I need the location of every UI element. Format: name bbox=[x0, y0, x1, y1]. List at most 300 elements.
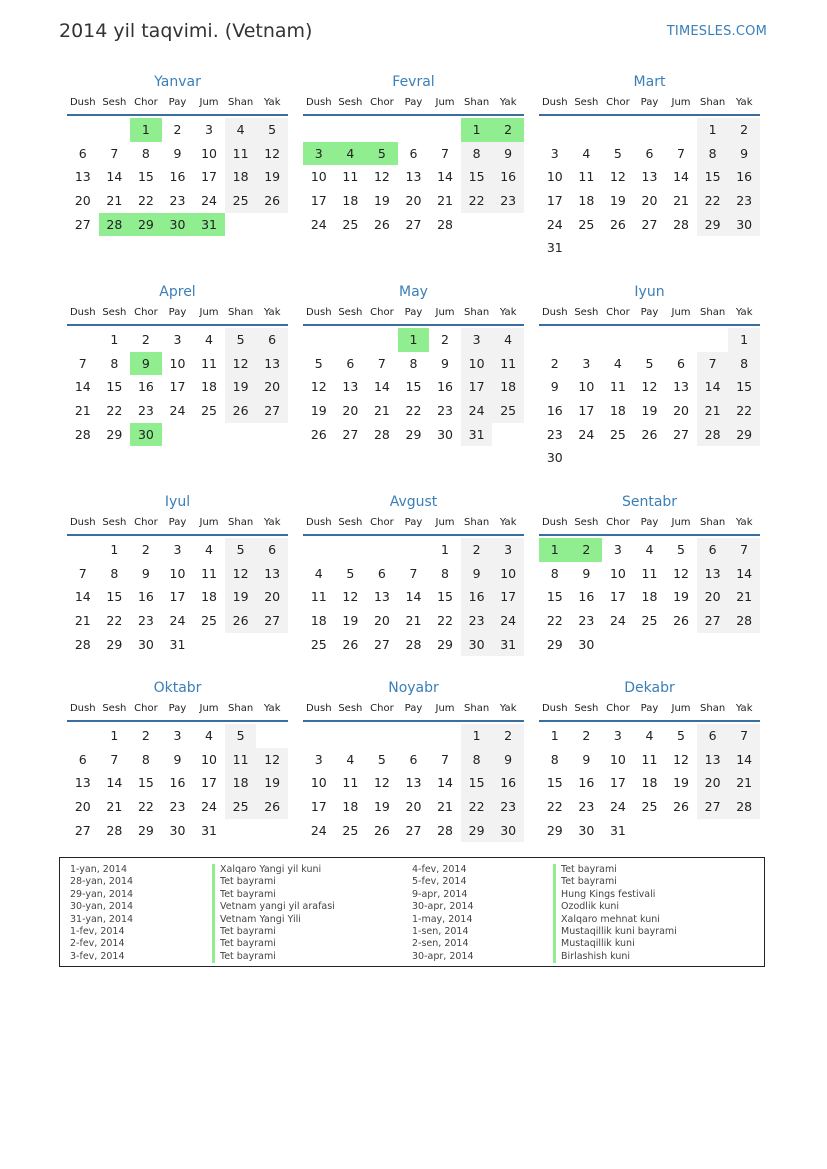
day-cell: 20 bbox=[373, 613, 390, 629]
weekday-label: Shan bbox=[228, 97, 254, 108]
weekday-label: Jum bbox=[671, 517, 691, 528]
day-cell: 19 bbox=[256, 771, 288, 795]
weekday-label: Yak bbox=[263, 307, 281, 318]
day-cell: 22 bbox=[461, 795, 493, 819]
day-cell: 8 bbox=[441, 565, 449, 581]
weekday-label: Chor bbox=[134, 517, 158, 528]
day-cell: 12 bbox=[225, 562, 257, 586]
day-cell bbox=[366, 538, 398, 562]
day-cell: 23 bbox=[437, 403, 453, 419]
day-cell: 10 bbox=[169, 355, 186, 371]
weekday-label: Shan bbox=[464, 97, 490, 108]
day-cell: 23 bbox=[492, 189, 524, 213]
day-cell: 19 bbox=[609, 193, 626, 209]
weekday-label: Dush bbox=[305, 97, 332, 108]
month-link[interactable]: Mart bbox=[633, 74, 666, 90]
day-cell: 24 bbox=[310, 216, 327, 232]
day-cell: 24 bbox=[578, 426, 595, 442]
day-cell: 26 bbox=[673, 613, 689, 629]
day-cell: 21 bbox=[373, 403, 390, 419]
day-cell: 16 bbox=[169, 169, 186, 185]
day-cell bbox=[634, 328, 666, 352]
day-cell bbox=[634, 236, 666, 260]
day-cell: 30 bbox=[728, 213, 760, 237]
day-cell: 15 bbox=[106, 589, 123, 605]
day-cell bbox=[366, 118, 398, 142]
day-cell: 2 bbox=[141, 728, 150, 743]
day-cell: 25 bbox=[310, 636, 327, 652]
day-cell: 19 bbox=[373, 799, 390, 815]
day-cell: 29 bbox=[461, 819, 493, 843]
day-cell: 6 bbox=[409, 145, 418, 161]
holiday-name: Xalqaro mehnat kuni bbox=[553, 914, 677, 926]
day-cell: 16 bbox=[546, 403, 563, 419]
day-cell: 25 bbox=[492, 399, 524, 423]
day-cell: 7 bbox=[728, 724, 760, 748]
day-cell: 10 bbox=[492, 562, 524, 586]
day-cell: 20 bbox=[405, 799, 422, 815]
month-title bbox=[67, 678, 288, 698]
month-aprel bbox=[67, 282, 288, 446]
day-cell bbox=[256, 213, 288, 237]
month-fevral bbox=[303, 72, 524, 236]
weekday-label: Yak bbox=[499, 517, 517, 528]
day-cell: 27 bbox=[256, 609, 288, 633]
week-row bbox=[67, 189, 288, 213]
day-cell: 19 bbox=[256, 165, 288, 189]
week-row bbox=[303, 142, 524, 166]
day-cell: 17 bbox=[169, 589, 186, 605]
day-cell: 30 bbox=[437, 426, 453, 442]
day-cell: 11 bbox=[641, 565, 658, 581]
day-cell: 27 bbox=[405, 822, 422, 838]
weekday-label: Yak bbox=[263, 97, 281, 108]
day-cell: 4 bbox=[335, 142, 367, 166]
day-cell: 13 bbox=[74, 169, 91, 185]
day-cell: 29 bbox=[697, 213, 729, 237]
day-cell: 17 bbox=[609, 775, 626, 791]
day-cell: 26 bbox=[256, 189, 288, 213]
day-cell: 22 bbox=[106, 403, 123, 419]
day-cell: 23 bbox=[546, 426, 563, 442]
day-cell: 20 bbox=[74, 193, 91, 209]
day-cell: 28 bbox=[728, 795, 760, 819]
month-link[interactable]: Iyul bbox=[164, 494, 191, 510]
day-cell: 25 bbox=[225, 795, 257, 819]
day-cell bbox=[665, 446, 697, 470]
day-cell: 5 bbox=[677, 728, 685, 743]
month-link[interactable]: May bbox=[399, 284, 428, 300]
weekday-label: Jum bbox=[199, 307, 219, 318]
week-row bbox=[303, 748, 524, 772]
day-cell: 31 bbox=[169, 636, 186, 652]
weekday-label: Shan bbox=[228, 703, 254, 714]
day-cell bbox=[256, 633, 288, 657]
day-cell: 14 bbox=[437, 169, 453, 185]
weekday-label: Pay bbox=[168, 517, 187, 528]
month-link[interactable]: Dekabr bbox=[624, 680, 675, 696]
day-cell: 2 bbox=[492, 118, 524, 142]
day-cell: 1 bbox=[441, 542, 449, 557]
day-cell bbox=[697, 328, 729, 352]
day-cell: 11 bbox=[225, 748, 257, 772]
day-cell bbox=[665, 328, 697, 352]
day-cell: 15 bbox=[437, 589, 453, 605]
weekday-label: Jum bbox=[671, 97, 691, 108]
day-cell: 7 bbox=[697, 352, 729, 376]
day-cell bbox=[665, 819, 697, 843]
week-row bbox=[539, 399, 760, 423]
day-cell: 14 bbox=[405, 589, 422, 605]
day-cell: 6 bbox=[78, 145, 87, 161]
weekday-label: Sesh bbox=[102, 517, 127, 528]
day-cell: 20 bbox=[641, 193, 658, 209]
day-cell bbox=[335, 724, 367, 748]
day-cell: 17 bbox=[310, 193, 327, 209]
day-cell: 9 bbox=[173, 145, 182, 161]
week-row bbox=[539, 724, 760, 748]
month-title bbox=[303, 282, 524, 302]
holiday-date: 5-fev, 2014 bbox=[412, 876, 467, 888]
day-cell: 22 bbox=[106, 613, 123, 629]
weekday-label: Pay bbox=[404, 97, 423, 108]
weekday-label: Pay bbox=[640, 307, 659, 318]
weekday-label: Sesh bbox=[574, 307, 599, 318]
day-cell: 9 bbox=[582, 751, 591, 767]
day-cell: 9 bbox=[461, 562, 493, 586]
day-cell: 10 bbox=[609, 751, 626, 767]
day-cell: 5 bbox=[225, 724, 257, 748]
day-cell: 18 bbox=[578, 193, 595, 209]
day-cell: 20 bbox=[256, 375, 288, 399]
week-row bbox=[303, 609, 524, 633]
holiday-date: 1-may, 2014 bbox=[412, 913, 473, 925]
month-link[interactable]: Fevral bbox=[392, 74, 435, 90]
day-cell: 1 bbox=[550, 728, 559, 743]
day-cell: 3 bbox=[582, 355, 591, 371]
weekday-label: Jum bbox=[199, 517, 219, 528]
day-cell: 18 bbox=[641, 775, 658, 791]
day-cell: 21 bbox=[437, 799, 453, 815]
day-cell bbox=[539, 118, 571, 142]
weekday-header bbox=[303, 698, 524, 722]
day-cell bbox=[697, 236, 729, 260]
day-cell bbox=[634, 118, 666, 142]
day-cell: 3 bbox=[303, 142, 335, 166]
weekday-header bbox=[303, 512, 524, 536]
week-row bbox=[67, 142, 288, 166]
weekday-label: Sesh bbox=[574, 97, 599, 108]
day-cell: 14 bbox=[673, 169, 689, 185]
weekday-label: Chor bbox=[370, 307, 394, 318]
holiday-date: 9-apr, 2014 bbox=[412, 888, 468, 900]
week-row bbox=[67, 399, 288, 423]
day-cell: 4 bbox=[645, 542, 654, 557]
weekday-header bbox=[303, 92, 524, 116]
day-cell: 12 bbox=[342, 589, 359, 605]
day-cell bbox=[303, 724, 335, 748]
day-cell: 4 bbox=[225, 118, 257, 142]
day-cell: 23 bbox=[578, 613, 595, 629]
holiday-legend bbox=[59, 857, 765, 967]
day-cell: 13 bbox=[673, 379, 689, 395]
weekday-label: Dush bbox=[541, 703, 568, 714]
day-cell: 28 bbox=[405, 636, 422, 652]
day-cell: 14 bbox=[437, 775, 453, 791]
day-cell bbox=[602, 236, 634, 260]
month-link[interactable]: Aprel bbox=[159, 284, 196, 300]
day-cell: 30 bbox=[578, 636, 595, 652]
day-cell bbox=[697, 819, 729, 843]
holiday-name: Tet bayrami bbox=[212, 951, 335, 963]
weekday-header bbox=[67, 302, 288, 326]
day-cell: 25 bbox=[641, 613, 658, 629]
day-cell: 3 bbox=[613, 542, 622, 557]
holiday-name: Xalqaro Yangi yil kuni bbox=[212, 864, 335, 876]
day-cell: 26 bbox=[373, 216, 390, 232]
day-cell: 1 bbox=[697, 118, 729, 142]
day-cell: 1 bbox=[728, 328, 760, 352]
weekday-label: Chor bbox=[370, 517, 394, 528]
holiday-name: Tet bayrami bbox=[212, 938, 335, 950]
day-cell: 30 bbox=[169, 822, 186, 838]
month-may bbox=[303, 282, 524, 446]
week-row bbox=[67, 165, 288, 189]
day-cell: 15 bbox=[405, 379, 422, 395]
day-cell bbox=[571, 118, 603, 142]
week-row bbox=[303, 795, 524, 819]
day-cell: 3 bbox=[205, 122, 213, 137]
day-cell: 1 bbox=[110, 542, 119, 557]
month-link[interactable]: Iyun bbox=[634, 284, 665, 300]
day-cell: 12 bbox=[641, 379, 658, 395]
day-cell bbox=[728, 236, 760, 260]
day-cell: 24 bbox=[609, 799, 626, 815]
month-title bbox=[539, 678, 760, 698]
day-cell: 18 bbox=[201, 379, 217, 395]
day-cell: 24 bbox=[201, 799, 217, 815]
day-cell: 1 bbox=[539, 538, 571, 562]
day-cell: 10 bbox=[169, 565, 186, 581]
day-cell: 7 bbox=[110, 145, 119, 161]
day-cell: 3 bbox=[173, 542, 182, 557]
day-cell: 12 bbox=[256, 142, 288, 166]
day-cell: 22 bbox=[137, 799, 154, 815]
weekday-label: Yak bbox=[735, 517, 753, 528]
legend-dates-left bbox=[70, 864, 133, 963]
week-row bbox=[67, 562, 288, 586]
month-title bbox=[539, 492, 760, 512]
day-cell bbox=[398, 538, 430, 562]
day-cell bbox=[571, 328, 603, 352]
day-cell: 8 bbox=[110, 355, 119, 371]
weekday-label: Jum bbox=[435, 703, 455, 714]
day-cell: 24 bbox=[201, 193, 217, 209]
weekday-label: Chor bbox=[606, 517, 630, 528]
week-row bbox=[67, 352, 288, 376]
site-link[interactable]: TIMESLES.COM bbox=[666, 24, 767, 39]
day-cell: 8 bbox=[550, 565, 559, 581]
day-cell bbox=[602, 446, 634, 470]
weekday-label: Dush bbox=[541, 517, 568, 528]
day-cell: 16 bbox=[437, 379, 453, 395]
weekday-label: Pay bbox=[640, 703, 659, 714]
legend-names-right bbox=[553, 864, 677, 963]
month-link[interactable]: Yanvar bbox=[154, 74, 201, 90]
day-cell: 27 bbox=[256, 399, 288, 423]
day-cell: 4 bbox=[205, 728, 213, 743]
weekday-label: Yak bbox=[499, 307, 517, 318]
day-cell: 29 bbox=[437, 636, 453, 652]
day-cell: 22 bbox=[137, 193, 154, 209]
day-cell: 18 bbox=[342, 799, 359, 815]
day-cell: 10 bbox=[461, 352, 493, 376]
day-cell: 9 bbox=[582, 565, 591, 581]
day-cell: 10 bbox=[578, 379, 595, 395]
day-cell bbox=[602, 118, 634, 142]
day-cell: 18 bbox=[492, 375, 524, 399]
day-cell: 11 bbox=[201, 355, 217, 371]
weekday-label: Yak bbox=[499, 703, 517, 714]
month-noyabr bbox=[303, 678, 524, 842]
day-cell: 2 bbox=[728, 118, 760, 142]
day-cell: 7 bbox=[728, 538, 760, 562]
month-link[interactable]: Sentabr bbox=[621, 494, 678, 510]
day-cell: 17 bbox=[492, 585, 524, 609]
day-cell: 12 bbox=[673, 565, 689, 581]
day-cell: 20 bbox=[256, 585, 288, 609]
day-cell: 20 bbox=[405, 193, 422, 209]
day-cell: 14 bbox=[697, 375, 729, 399]
day-cell: 15 bbox=[461, 771, 493, 795]
day-cell: 17 bbox=[461, 375, 493, 399]
week-row bbox=[539, 609, 760, 633]
holiday-date: 30-apr, 2014 bbox=[412, 901, 474, 913]
weekday-label: Jum bbox=[199, 97, 219, 108]
day-cell: 10 bbox=[201, 751, 217, 767]
weekday-label: Chor bbox=[606, 703, 630, 714]
holiday-date: 30-apr, 2014 bbox=[412, 950, 474, 962]
day-cell: 24 bbox=[310, 822, 327, 838]
day-cell: 17 bbox=[201, 169, 217, 185]
day-cell: 8 bbox=[461, 748, 493, 772]
holiday-date: 2-fev, 2014 bbox=[70, 938, 125, 950]
day-cell: 6 bbox=[377, 565, 386, 581]
day-cell: 23 bbox=[578, 799, 595, 815]
weekday-label: Pay bbox=[640, 517, 659, 528]
page-title: 2014 yil taqvimi. (Vetnam) bbox=[59, 20, 313, 42]
day-cell: 26 bbox=[225, 399, 257, 423]
day-cell: 22 bbox=[546, 613, 563, 629]
day-cell: 25 bbox=[609, 426, 626, 442]
weekday-header bbox=[539, 92, 760, 116]
day-cell: 2 bbox=[141, 332, 150, 347]
month-link[interactable]: Avgust bbox=[389, 494, 438, 510]
day-cell: 18 bbox=[310, 613, 327, 629]
day-cell bbox=[728, 446, 760, 470]
day-cell: 3 bbox=[173, 728, 182, 743]
day-cell: 21 bbox=[673, 193, 689, 209]
day-cell: 24 bbox=[461, 399, 493, 423]
month-mart bbox=[539, 72, 760, 260]
weekday-label: Dush bbox=[69, 703, 96, 714]
day-cell: 21 bbox=[728, 585, 760, 609]
holiday-name: Tet bayrami bbox=[553, 864, 677, 876]
month-title bbox=[539, 282, 760, 302]
day-cell: 2 bbox=[492, 724, 524, 748]
day-cell: 7 bbox=[377, 355, 386, 371]
day-cell: 28 bbox=[74, 426, 91, 442]
day-cell: 27 bbox=[697, 609, 729, 633]
month-link[interactable]: Noyabr bbox=[388, 680, 439, 696]
weekday-header bbox=[539, 512, 760, 536]
day-cell: 26 bbox=[673, 799, 689, 815]
holiday-name: Mustaqillik kuni bbox=[553, 938, 677, 950]
month-title bbox=[303, 678, 524, 698]
day-cell bbox=[634, 633, 666, 657]
weekday-label: Pay bbox=[404, 517, 423, 528]
day-cell: 8 bbox=[550, 751, 559, 767]
legend-dates-right bbox=[412, 864, 474, 963]
day-cell: 29 bbox=[106, 636, 123, 652]
month-title bbox=[303, 492, 524, 512]
day-cell bbox=[366, 328, 398, 352]
day-cell: 13 bbox=[373, 589, 390, 605]
holiday-date: 30-yan, 2014 bbox=[70, 901, 134, 913]
day-cell: 26 bbox=[310, 426, 327, 442]
weekday-label: Jum bbox=[671, 703, 691, 714]
day-cell: 28 bbox=[99, 213, 131, 237]
weekday-label: Dush bbox=[541, 307, 568, 318]
week-row bbox=[539, 819, 760, 843]
day-cell: 19 bbox=[673, 589, 689, 605]
day-cell: 14 bbox=[373, 379, 390, 395]
day-cell: 15 bbox=[546, 775, 563, 791]
week-row bbox=[67, 585, 288, 609]
week-row bbox=[303, 352, 524, 376]
day-cell: 15 bbox=[461, 165, 493, 189]
day-cell: 22 bbox=[437, 613, 453, 629]
day-cell: 7 bbox=[677, 145, 685, 161]
day-cell bbox=[492, 423, 524, 447]
weekday-label: Dush bbox=[305, 703, 332, 714]
day-cell: 6 bbox=[346, 355, 355, 371]
month-link[interactable]: Oktabr bbox=[153, 680, 202, 696]
day-cell: 19 bbox=[310, 403, 327, 419]
week-row bbox=[303, 399, 524, 423]
day-cell bbox=[303, 538, 335, 562]
day-cell: 22 bbox=[461, 189, 493, 213]
holiday-date: 31-yan, 2014 bbox=[70, 913, 134, 925]
day-cell: 3 bbox=[550, 145, 559, 161]
day-cell: 27 bbox=[342, 426, 359, 442]
day-cell: 19 bbox=[641, 403, 658, 419]
day-cell bbox=[398, 724, 430, 748]
day-cell: 31 bbox=[609, 822, 626, 838]
day-cell: 25 bbox=[342, 216, 359, 232]
day-cell: 14 bbox=[106, 775, 123, 791]
day-cell: 6 bbox=[677, 355, 685, 371]
day-cell: 9 bbox=[141, 565, 150, 581]
day-cell bbox=[539, 328, 571, 352]
day-cell: 16 bbox=[492, 771, 524, 795]
day-cell: 5 bbox=[377, 751, 386, 767]
day-cell: 17 bbox=[546, 193, 563, 209]
day-cell: 29 bbox=[130, 213, 162, 237]
week-row bbox=[303, 562, 524, 586]
day-cell: 10 bbox=[310, 169, 327, 185]
day-cell: 30 bbox=[137, 636, 154, 652]
